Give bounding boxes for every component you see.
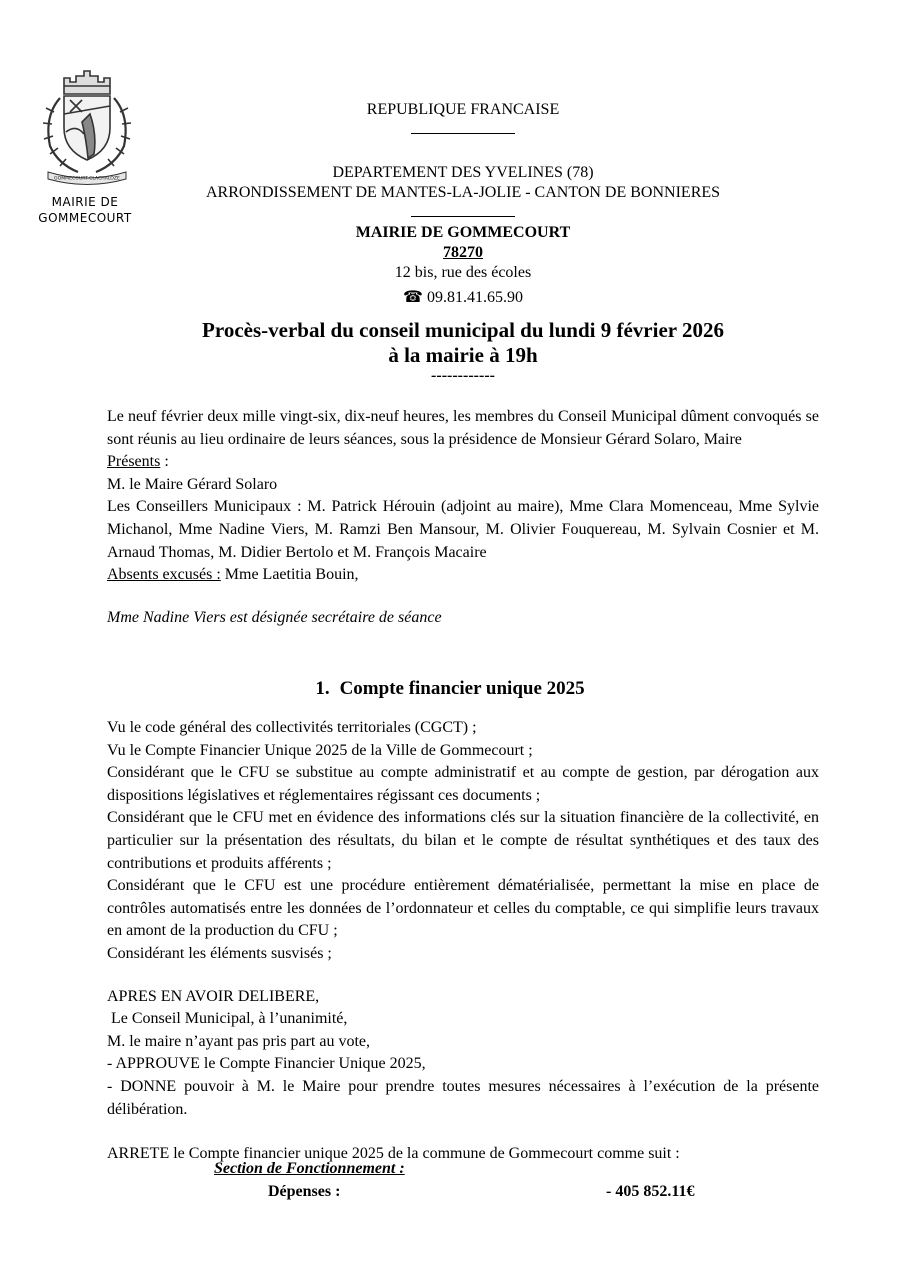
- absents-label: Absents excusés :: [107, 566, 221, 584]
- section-1-body: [107, 717, 819, 1166]
- considerant-1: Considérant que le CFU se substitue au compte administratif et au compte de gestion, par dérogation aux dispositions législatives et réglementaires régissant ces documents ;: [107, 764, 819, 804]
- republic-line: REPUBLIQUE FRANCAISE: [366, 101, 560, 118]
- arrete-line: ARRETE le Compte financier unique 2025 de la commune de Gommecourt comme suit :: [107, 1145, 680, 1163]
- arrondissement-line: ARRONDISSEMENT DE MANTES-LA-JOLIE - CANTON DE BONNIERES: [205, 184, 721, 201]
- address: 12 bis, rue des écoles: [394, 264, 532, 281]
- header-rule-2: [411, 216, 515, 217]
- intro-paragraph: Le neuf février deux mille vingt-six, dix-neuf heures, les membres du Conseil Municipal dûment convoqués se sont réunis au lieu ordinaire de leurs séances, sous la présidence de Monsieur Gérard Solaro, Maire: [107, 408, 819, 448]
- document-header: [150, 100, 776, 308]
- donne-line: - DONNE pouvoir à M. le Maire pour prendre toutes mesures nécessaires à l’exécution de la présente délibération.: [107, 1077, 819, 1118]
- fonctionnement-heading: Section de Fonctionnement :: [214, 1160, 405, 1177]
- coat-of-arms-icon: [34, 68, 138, 188]
- section-1-title: Compte financier unique 2025: [339, 678, 585, 699]
- depenses-value: - 405 852.11€: [606, 1183, 695, 1200]
- present-label: Présents: [107, 453, 161, 471]
- phone-line: [150, 288, 776, 308]
- postcode: 78270: [443, 244, 483, 261]
- maire-vote: M. le maire n’ayant pas pris part au vote,: [107, 1032, 371, 1050]
- department-line: DEPARTEMENT DES YVELINES (78): [332, 164, 594, 181]
- phone-number: 09.81.41.65.90: [426, 289, 523, 306]
- section-1-number: 1.: [315, 678, 330, 699]
- vu-cgct: Vu le code général des collectivités territoriales (CGCT) ;: [107, 719, 477, 736]
- logo-caption-line2: GOMMECOURT: [38, 211, 132, 225]
- municipal-logo: [30, 68, 145, 226]
- conseil-unanimite: Le Conseil Municipal, à l’unanimité,: [107, 1010, 348, 1028]
- absents-names: Mme Laetitia Bouin,: [220, 566, 359, 584]
- title-line1: Procès-verbal du conseil municipal du lundi 9 février 2026: [202, 318, 724, 342]
- present-suffix: :: [160, 453, 169, 471]
- logo-banner-text: GOMMECOURT-CLACHALOZE: [54, 176, 120, 182]
- depenses-label: Dépenses :: [268, 1183, 341, 1200]
- apres-deliberation: APRES EN AVOIR DELIBERE,: [107, 987, 320, 1005]
- present-conseillers: Les Conseillers Municipaux : M. Patrick Hérouin (adjoint au maire), Mme Clara Momenceau, Mme Sylvie Michanol, Mme Nadine Viers, M. Ramzi Ben Mansour, M. Olivier Fouquereau, M. Sylvain Cosnier et M. Arnaud Thomas, M. Didier Bertolo et M. François Macaire: [107, 498, 819, 561]
- header-rule: [411, 133, 515, 134]
- considerant-2: Considérant que le CFU met en évidence des informations clés sur la situation financière de la collectivité, en particulier sur la présentation des résultats, du bilan et le compte de résultat synthétiques et des taux des contributions et produits afférents ;: [107, 809, 819, 872]
- considerant-3: Considérant que le CFU est une procédure entièrement dématérialisée, permettant la mise en place de contrôles automatisés entre les données de l’ordonnateur et celles du comptable, ce qui simplifie leurs travaux en amont de la production du CFU ;: [107, 877, 819, 940]
- vu-cfu: Vu le Compte Financier Unique 2025 de la Ville de Gommecourt ;: [107, 741, 533, 759]
- absents-line: [107, 564, 819, 587]
- mairie-name: MAIRIE DE GOMMECOURT: [355, 224, 571, 241]
- logo-caption: [30, 194, 140, 226]
- page-title: [60, 318, 866, 384]
- present-maire: M. le Maire Gérard Solaro: [107, 475, 278, 493]
- considerant-4: Considérant les éléments susvisés ;: [107, 944, 332, 962]
- approuve-line: - APPROUVE le Compte Financier Unique 2025,: [107, 1055, 426, 1073]
- phone-icon: ☎: [403, 289, 423, 306]
- title-line2: à la mairie à 19h: [388, 343, 538, 367]
- present-heading: [107, 451, 819, 474]
- title-separator: ------------: [431, 367, 495, 384]
- logo-caption-line1: MAIRIE DE: [51, 195, 119, 209]
- section-1-heading: [0, 678, 900, 700]
- attendance-block: [107, 406, 819, 629]
- secretary-line: Mme Nadine Viers est désignée secrétaire de séance: [107, 608, 442, 626]
